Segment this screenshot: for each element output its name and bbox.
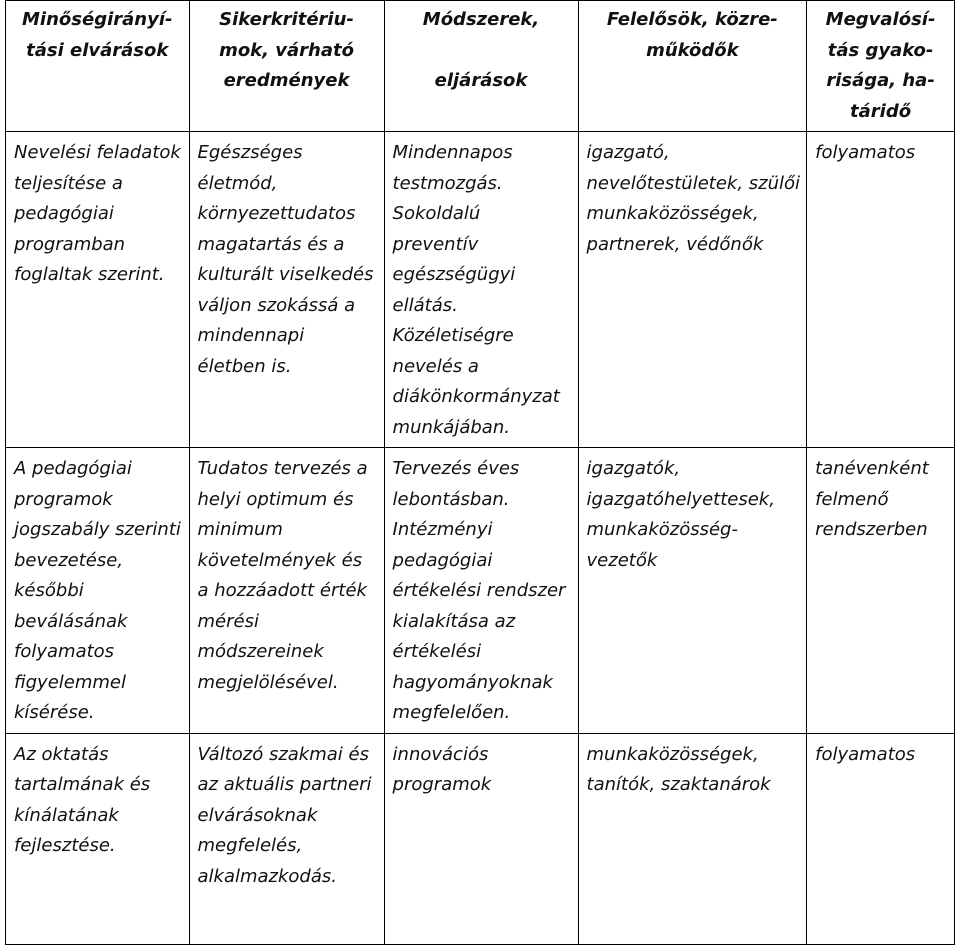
quality-requirements-table: [5, 0, 955, 945]
cell-methods: Tervezés éves lebontásban. Intézményi pedagógiai értékelési rendszer kialakítása az értékelési hagyományoknak megfelelően.: [384, 448, 578, 734]
header-responsibles: Felelősök, közre- működők: [578, 1, 807, 132]
table-header-row: [6, 1, 955, 132]
header-success-criteria: Sikerkritériu- mok, várható eredmények: [189, 1, 384, 132]
cell-frequency: folyamatos: [807, 132, 955, 448]
table-row: [6, 733, 955, 944]
cell-success-criteria: Változó szakmai és az aktuális partneri elvárásoknak megfelelés, alkalmazkodás.: [189, 733, 384, 944]
cell-methods: innovációs programok: [384, 733, 578, 944]
header-quality-requirements: Minőségirányí- tási elvárások: [6, 1, 190, 132]
cell-responsibles: igazgató, nevelőtestületek, szülői munkaközösségek, partnerek, védőnők: [578, 132, 807, 448]
table-row: [6, 448, 955, 734]
table-row: [6, 132, 955, 448]
header-frequency-deadline: Megvalósí- tás gyako- risága, ha- táridő: [807, 1, 955, 132]
cell-responsibles: igazgatók, igazgatóhelyettesek, munkaközösség-vezetők: [578, 448, 807, 734]
cell-success-criteria: Tudatos tervezés a helyi optimum és minimum követelmények és a hozzáadott érték mérési módszereinek megjelölésével.: [189, 448, 384, 734]
cell-requirement: A pedagógiai programok jogszabály szerinti bevezetése, későbbi beválásának folyamatos figyelemmel kísérése.: [6, 448, 190, 734]
cell-methods: Mindennapos testmozgás. Sokoldalú preventív egészségügyi ellátás. Közéletiségre nevelés a diákönkormányzat munkájában.: [384, 132, 578, 448]
header-methods: Módszerek, eljárások: [384, 1, 578, 132]
cell-requirement: Nevelési feladatok teljesítése a pedagógiai programban foglaltak szerint.: [6, 132, 190, 448]
cell-responsibles: munkaközösségek, tanítók, szaktanárok: [578, 733, 807, 944]
cell-requirement: Az oktatás tartalmának és kínálatának fejlesztése.: [6, 733, 190, 944]
cell-frequency: folyamatos: [807, 733, 955, 944]
document-page: [5, 0, 955, 887]
cell-frequency: tanévenként felmenő rendszerben: [807, 448, 955, 734]
cell-success-criteria: Egészséges életmód, környezettudatos magatartás és a kulturált viselkedés váljon szokássá a mindennapi életben is.: [189, 132, 384, 448]
